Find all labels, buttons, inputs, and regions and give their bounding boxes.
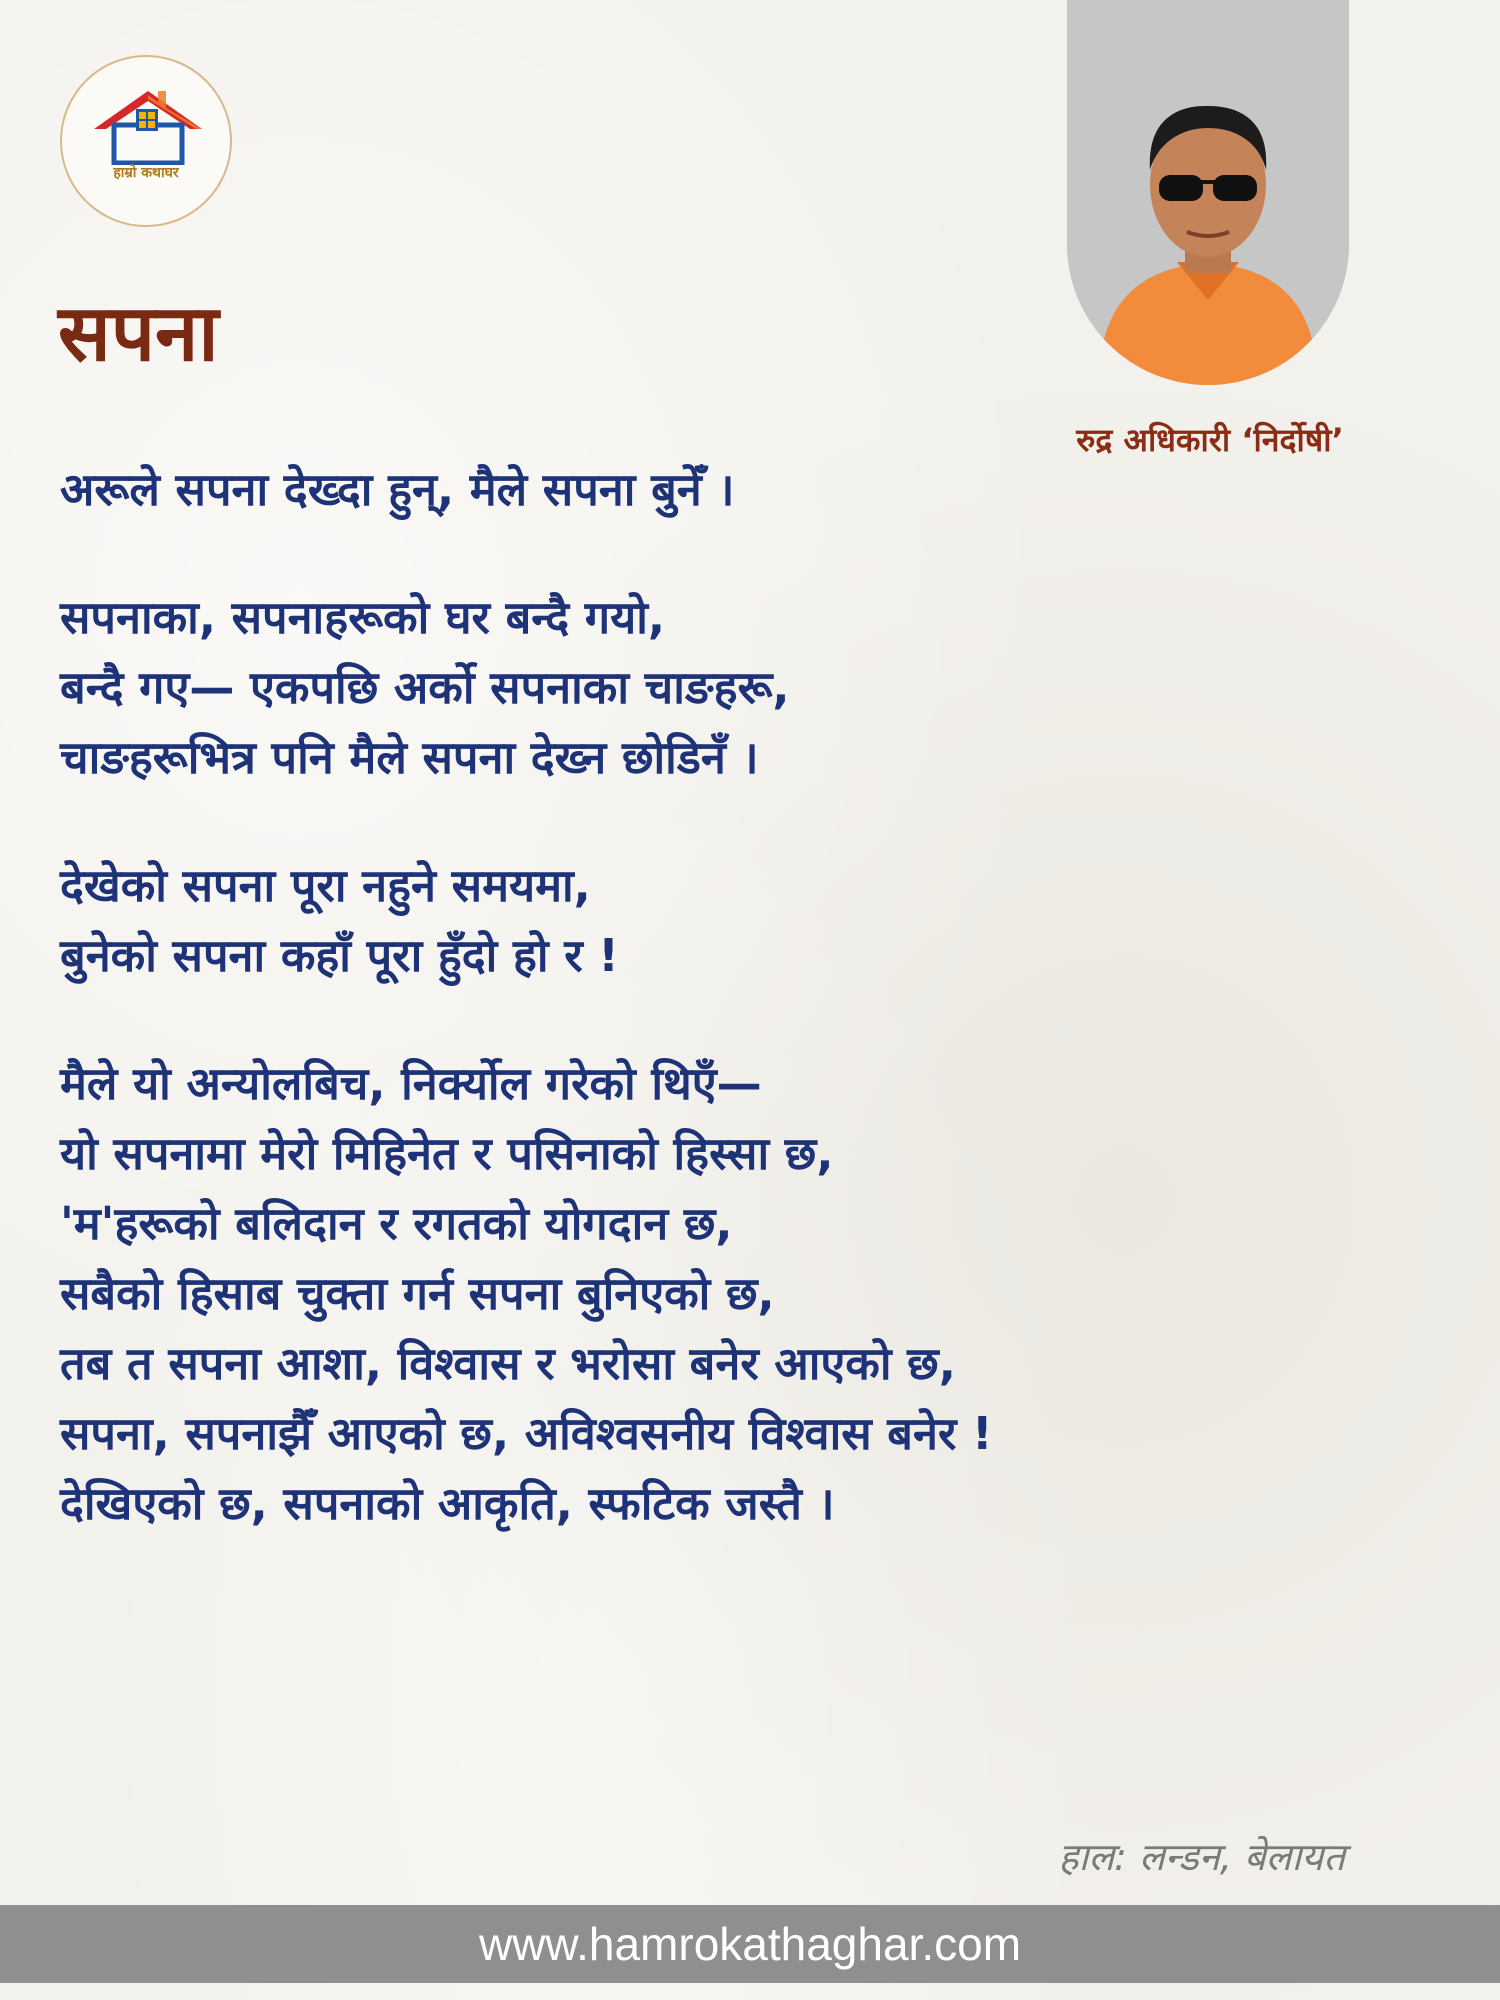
stanza-3: [60, 851, 1210, 991]
poem-line: यो सपनामा मेरो मिहिनेत र पसिनाको हिस्सा छ,: [60, 1127, 834, 1180]
stanza-1: [60, 455, 1210, 525]
author-portrait: [1067, 0, 1349, 385]
poem-line: देखेको सपना पूरा नहुने समयमा,: [60, 859, 591, 912]
author-location: हाल: लन्डन, बेलायत: [1058, 1835, 1345, 1879]
stanza-2: [60, 583, 1210, 793]
poem-line: चाङहरूभित्र पनि मैले सपना देख्न छोडिनँ ।: [60, 731, 759, 784]
poem-line: देखिएको छ, सपनाको आकृति, स्फटिक जस्तै ।: [60, 1477, 835, 1530]
poem-line: 'म'हरूको बलिदान र रगतको योगदान छ,: [60, 1197, 733, 1250]
poem-line: मैले यो अन्योलबिच, निर्क्योल गरेको थिएँ—: [60, 1057, 762, 1110]
poem-line: बुनेको सपना कहाँ पूरा हुँदो हो र !: [60, 929, 619, 982]
footer-bar: [0, 1905, 1500, 1983]
poem-line: बन्दै गए— एकपछि अर्को सपनाका चाङहरू,: [60, 661, 790, 714]
site-logo[interactable]: [60, 55, 232, 227]
poem-body: [60, 455, 1210, 1597]
website-link[interactable]: www.hamrokathaghar.com: [478, 1918, 1022, 1970]
poem-line: अरूले सपना देख्दा हुन्, मैले सपना बुनेँ ।: [60, 463, 735, 516]
poem-title: सपना: [58, 289, 219, 379]
stanza-4: [60, 1049, 1210, 1539]
poem-line: सबैको हिसाब चुक्ता गर्न सपना बुनिएको छ,: [60, 1267, 775, 1320]
house-icon: [86, 85, 210, 165]
poem-line: सपनाका, सपनाहरूको घर बन्दै गयो,: [60, 591, 665, 644]
author-photo: [1067, 0, 1349, 385]
poem-line: सपना, सपनाझैँ आएको छ, अविश्वसनीय विश्वास बनेर !: [60, 1407, 993, 1460]
poem-line: तब त सपना आशा, विश्वास र भरोसा बनेर आएको छ,: [60, 1337, 956, 1390]
author-name: रुद्र अधिकारी ‘निर्दोषी’: [1076, 421, 1344, 459]
logo-text: हाम्रो कथाघर: [113, 165, 179, 181]
